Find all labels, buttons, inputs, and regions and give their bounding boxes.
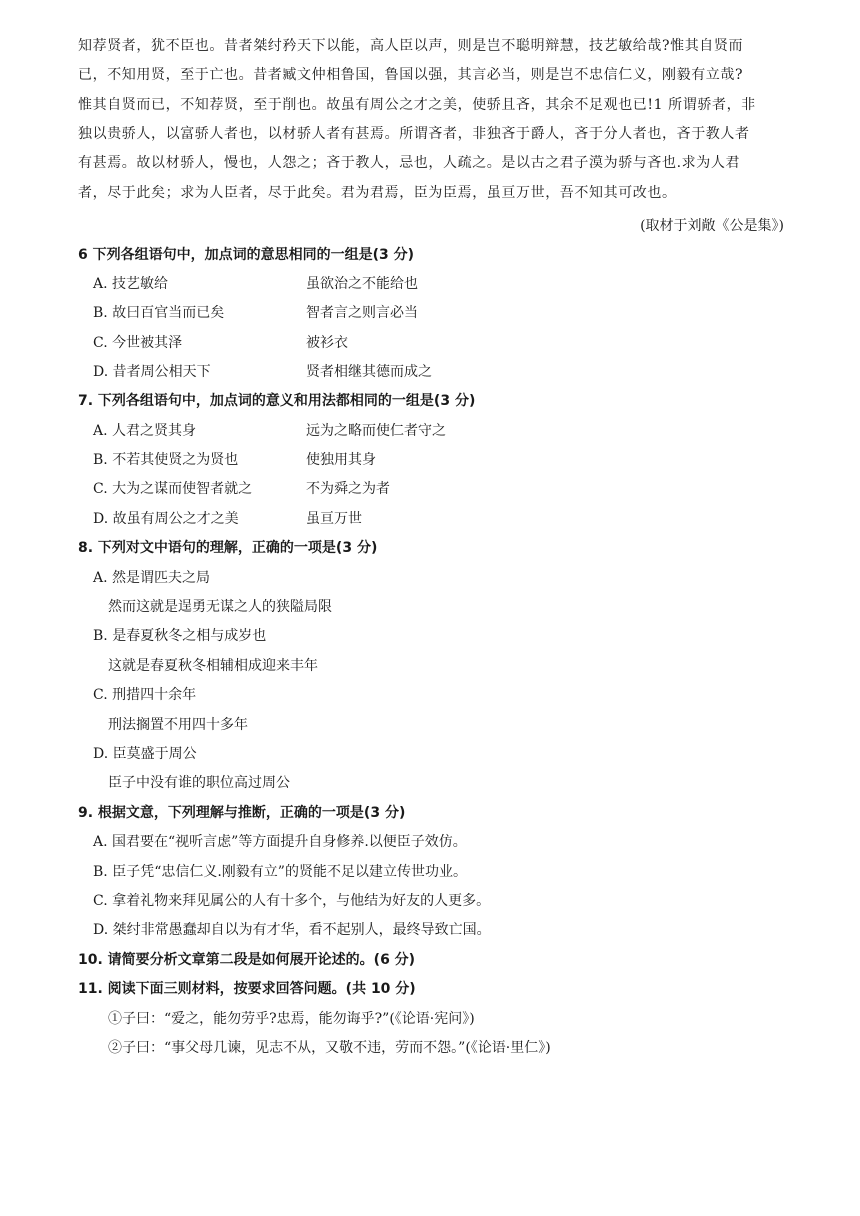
q9-option-b: B. 臣子凭“忠信仁义.刚毅有立”的贤能不足以建立传世功业。 bbox=[93, 864, 467, 880]
q8-option-b-translation: 这就是春夏秋冬相辅相成迎来丰年 bbox=[108, 658, 318, 674]
q8-option-d-quote: D. 臣莫盛于周公 bbox=[93, 746, 197, 762]
q6-option-d-left: D. 昔者周公相天下 bbox=[93, 364, 211, 380]
passage-line: 有甚焉。故以材骄人，慢也，人怨之；吝于教人，忌也，人疏之。是以古之君子漠为骄与吝也.求为人君 bbox=[78, 155, 741, 171]
passage-source: (取材于刘敞《公是集》) bbox=[640, 218, 784, 234]
q9-option-d: D. 桀纣非常愚蠢却自以为有才华，看不起别人，最终导致亡国。 bbox=[93, 922, 491, 938]
q6-option-a-right: 虽欲治之不能给也 bbox=[306, 276, 418, 292]
q8-option-a-quote: A. 然是谓匹夫之局 bbox=[93, 570, 211, 586]
q11-material-1: ①子曰：“爱之，能勿劳乎?忠焉，能勿诲乎?”(《论语·宪问》) bbox=[108, 1011, 475, 1027]
q11-material-2: ②子曰：“事父母几谏，见志不从，又敬不违，劳而不怨。”(《论语·里仁》) bbox=[108, 1040, 551, 1056]
question-8-stem: 8. 下列对文中语句的理解，正确的一项是(3 分) bbox=[78, 540, 378, 556]
question-11-stem: 11. 阅读下面三则材料，按要求回答问题。(共 10 分) bbox=[78, 981, 416, 997]
q8-option-c-translation: 刑法搁置不用四十多年 bbox=[108, 717, 248, 733]
question-7-stem: 7. 下列各组语句中，加点词的意义和用法都相同的一组是(3 分) bbox=[78, 393, 476, 409]
q7-option-c-right: 不为舜之为者 bbox=[306, 481, 390, 497]
passage-line: 者，尽于此矣；求为人臣者，尽于此矣。君为君焉，臣为臣焉，虽亘万世，吾不知其可改也。 bbox=[78, 185, 677, 201]
q6-option-b-right: 智者言之则言必当 bbox=[306, 305, 418, 321]
q8-option-b-quote: B. 是春夏秋冬之相与成岁也 bbox=[93, 628, 267, 644]
question-9-stem: 9. 根据文意，下列理解与推断，正确的一项是(3 分) bbox=[78, 805, 406, 821]
passage-line: 独以贵骄人，以富骄人者也，以材骄人者有甚焉。所谓吝者，非独吝于爵人，吝于分人者也，吝于教人者 bbox=[78, 126, 750, 142]
q7-option-d-left: D. 故虽有周公之才之美 bbox=[93, 511, 239, 527]
q6-option-c-right: 被衫衣 bbox=[306, 335, 348, 351]
q7-option-b-left: B. 不若其使贤之为贤也 bbox=[93, 452, 239, 468]
question-6-stem: 6 下列各组语句中，加点词的意思相同的一组是(3 分) bbox=[78, 247, 415, 263]
q8-option-a-translation: 然而这就是逞勇无谋之人的狭隘局限 bbox=[108, 599, 332, 615]
q9-option-a: A. 国君要在“视听言虑”等方面提升自身修养.以便臣子效仿。 bbox=[93, 834, 467, 850]
q6-option-a-left: A. 技艺敏给 bbox=[93, 276, 169, 292]
q7-option-b-right: 使独用其身 bbox=[306, 452, 376, 468]
question-10-stem: 10. 请简要分析文章第二段是如何展开论述的。(6 分) bbox=[78, 952, 416, 968]
q7-option-a-left: A. 人君之贤其身 bbox=[93, 423, 197, 439]
q7-option-d-right: 虽亘万世 bbox=[306, 511, 362, 527]
q8-option-d-translation: 臣子中没有谁的职位高过周公 bbox=[108, 775, 290, 791]
q8-option-c-quote: C. 刑措四十余年 bbox=[93, 687, 197, 703]
passage-line: 已，不知用贤，至于亡也。昔者臧文仲相鲁国，鲁国以强，其言必当，则是岂不忠信仁义，刚毅有立哉? bbox=[78, 67, 744, 83]
q7-option-c-left: C. 大为之谋而使智者就之 bbox=[93, 481, 253, 497]
passage-line: 惟其自贤而已，不知荐贤，至于削也。故虽有周公之才之美，使骄且吝，其余不足观也已!1 所谓骄者，非 bbox=[78, 97, 756, 113]
passage-line: 知荐贤者，犹不臣也。昔者桀纣矜天下以能，高人臣以声，则是岂不聪明辩慧，技艺敏给哉?惟其自贤而 bbox=[78, 38, 744, 54]
q9-option-c: C. 拿着礼物来拜见属公的人有十多个，与他结为好友的人更多。 bbox=[93, 893, 491, 909]
q7-option-a-right: 远为之略而使仁者守之 bbox=[306, 423, 446, 439]
q6-option-d-right: 贤者相继其德而成之 bbox=[306, 364, 432, 380]
q6-option-c-left: C. 今世被其泽 bbox=[93, 335, 183, 351]
q6-option-b-left: B. 故曰百官当而已矣 bbox=[93, 305, 225, 321]
